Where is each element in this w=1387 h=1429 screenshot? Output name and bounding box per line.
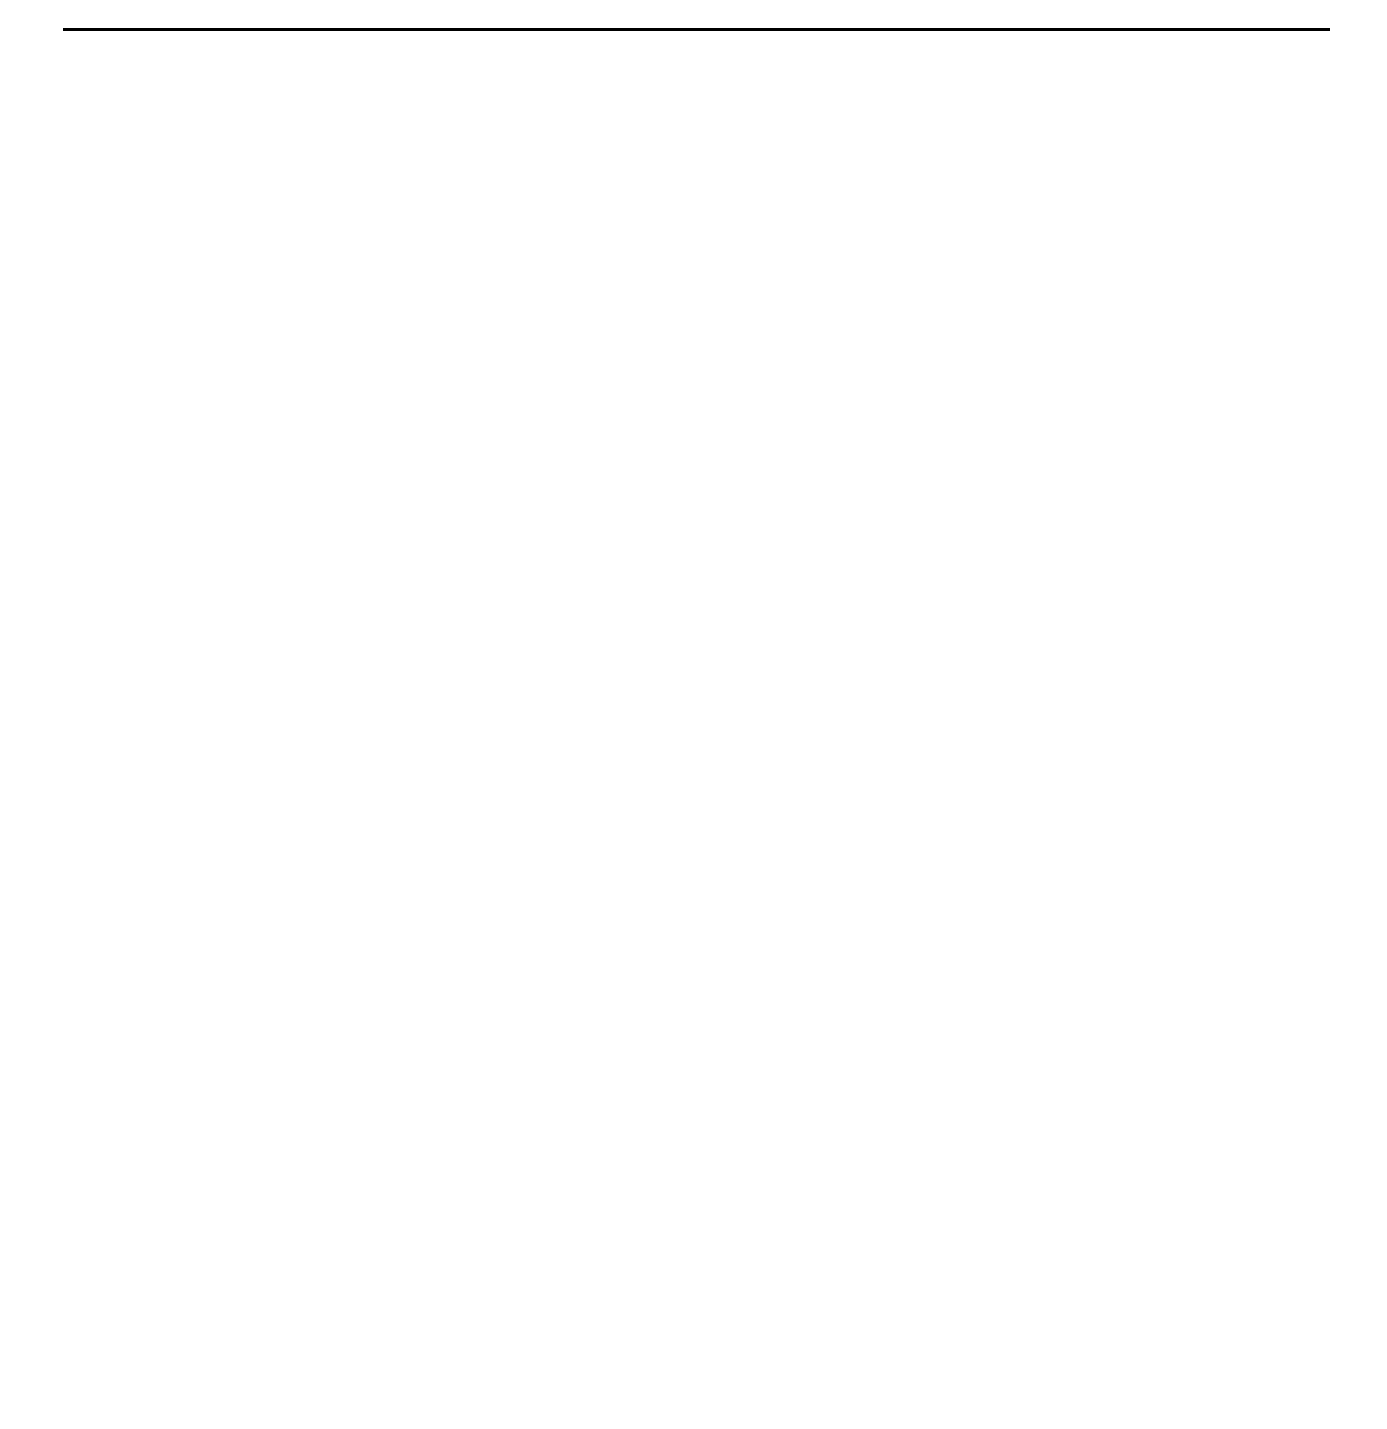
two-batteries-line [63, 45, 1330, 72]
conclusion-text-block [63, 45, 1330, 72]
document-page [0, 0, 1387, 72]
comparison-table [63, 28, 1330, 31]
